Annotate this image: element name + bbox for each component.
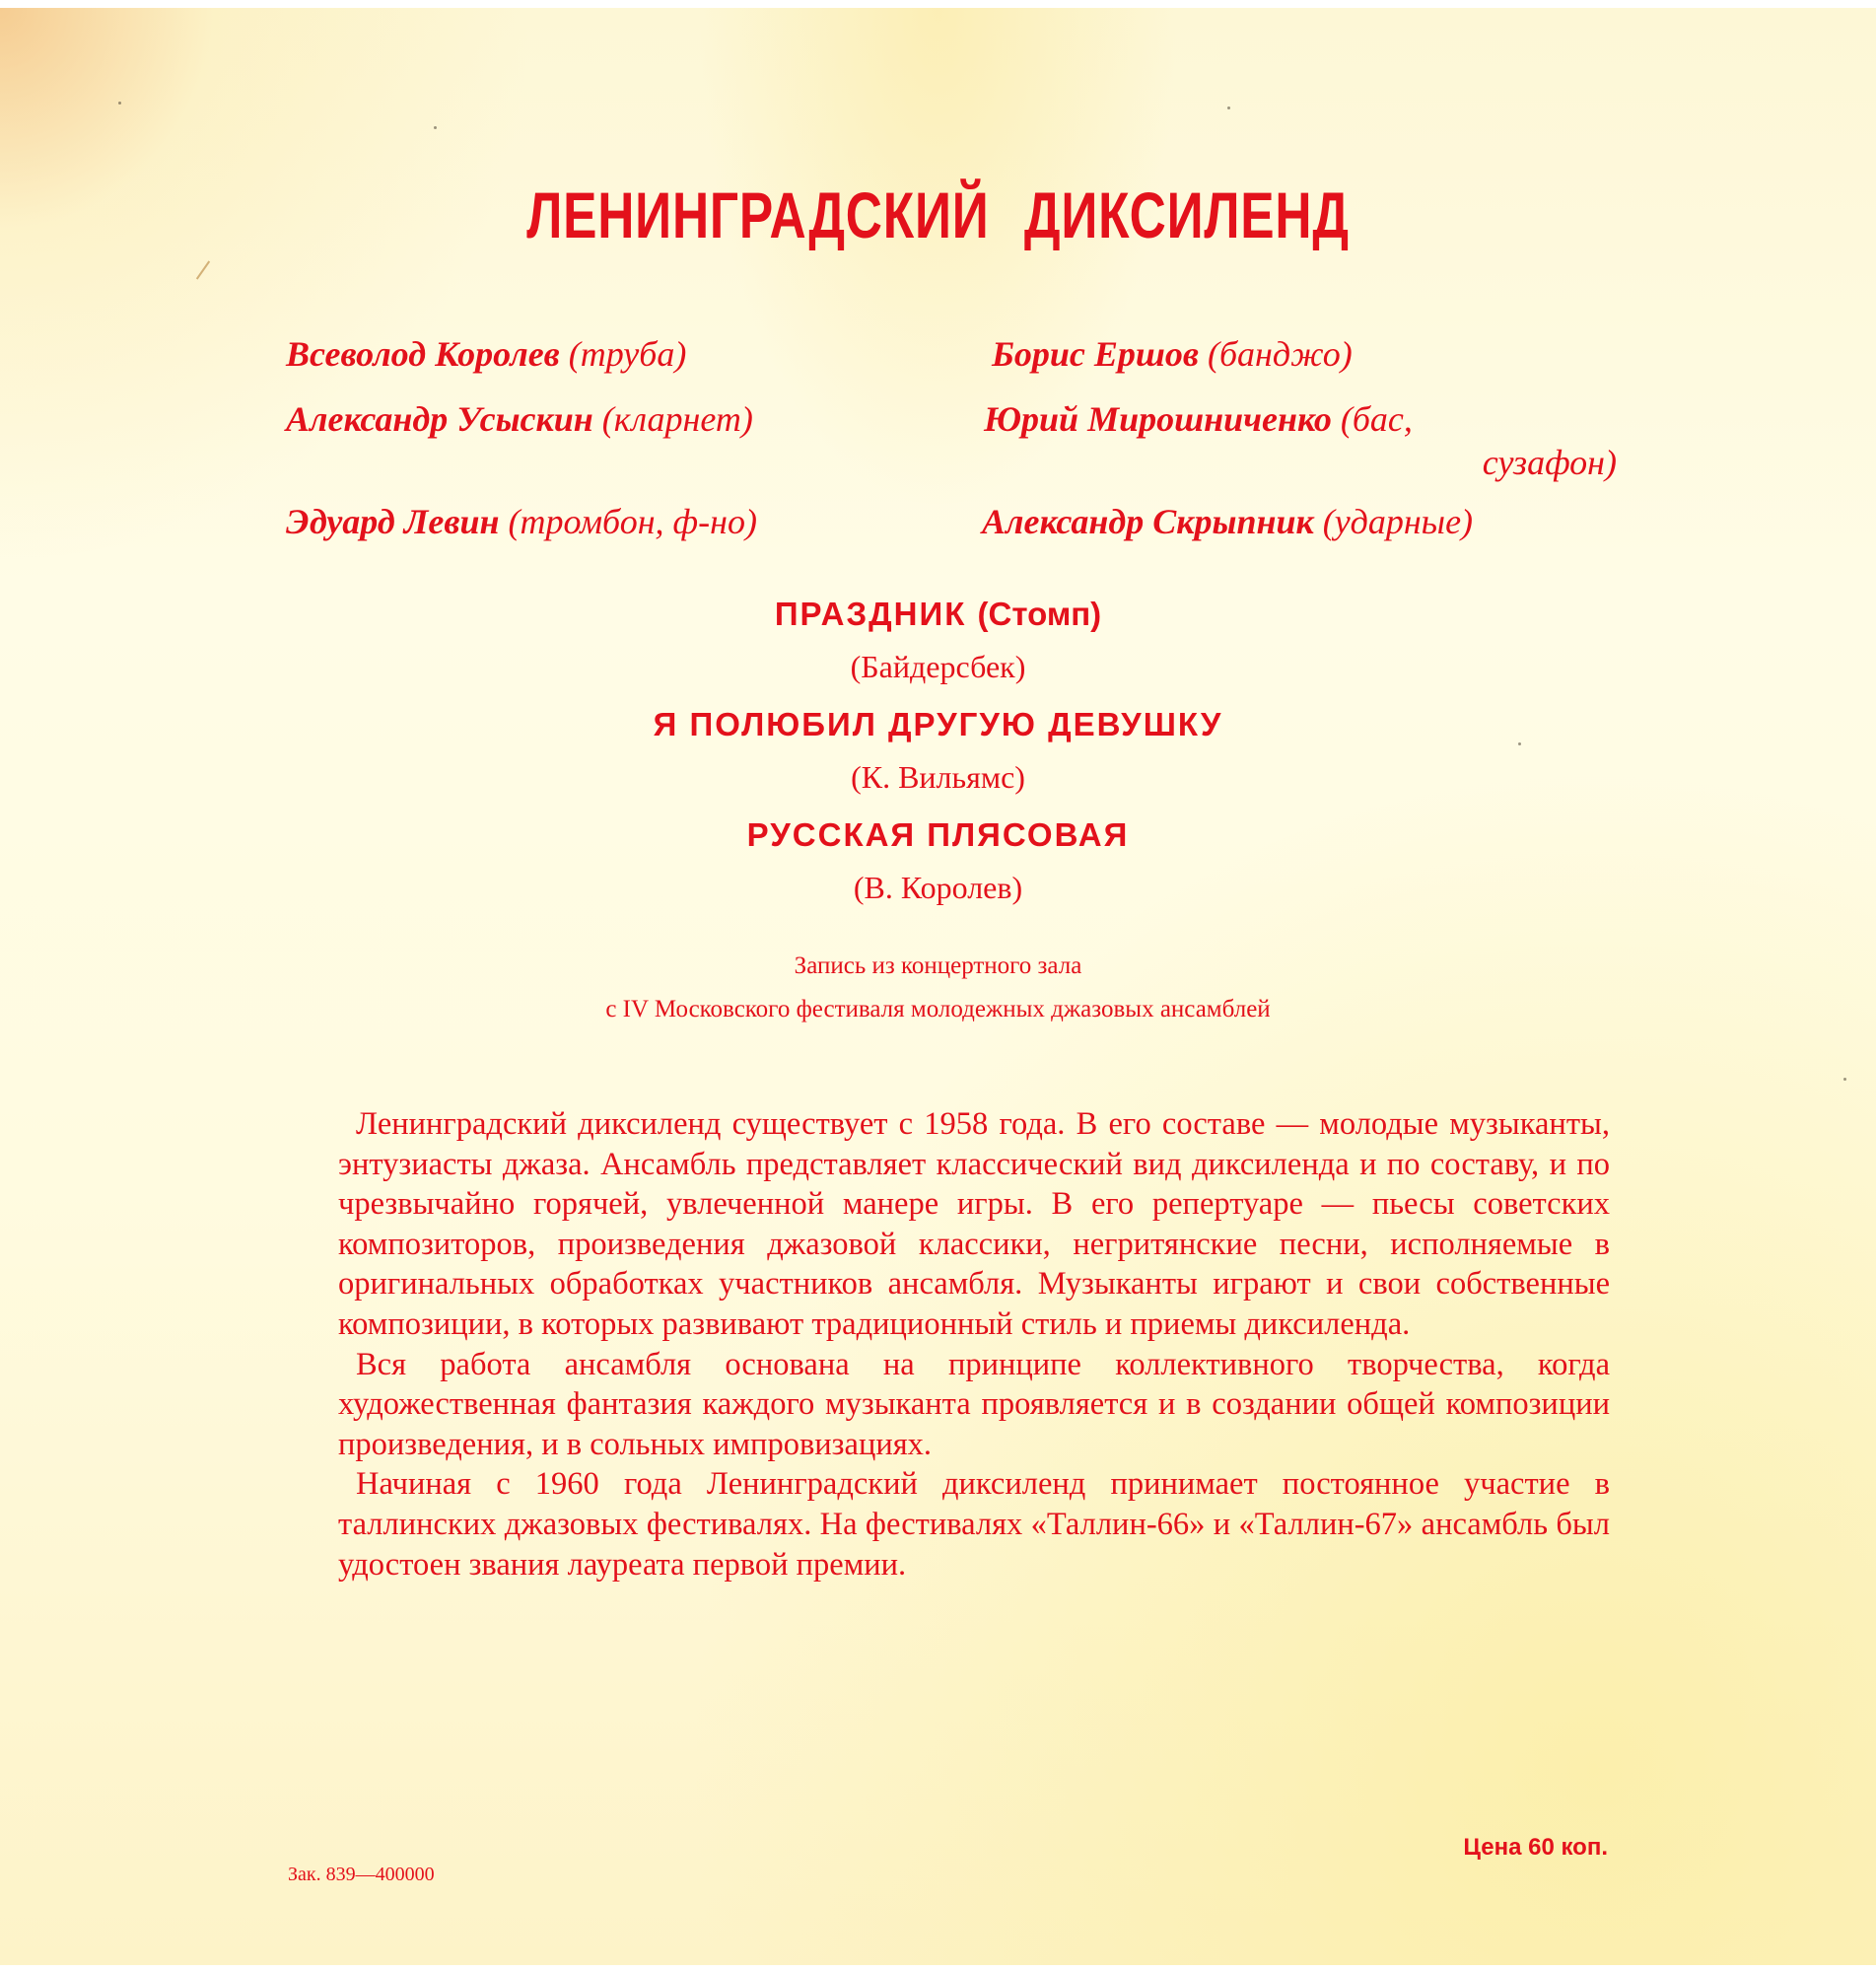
recording-line-1: Запись из концертного зала bbox=[794, 952, 1082, 979]
paper-speck bbox=[434, 126, 437, 129]
track-title bbox=[0, 590, 1876, 639]
member-role-continued: сузафон) bbox=[1482, 443, 1617, 482]
member-role: (бас, bbox=[1340, 399, 1413, 439]
track-name: РУССКАЯ ПЛЯСОВАЯ bbox=[746, 816, 1130, 853]
member-role: (банджо) bbox=[1207, 334, 1353, 374]
order-number: Зак. 839—400000 bbox=[288, 1864, 435, 1885]
band-members bbox=[286, 333, 1617, 560]
track-composer: (В. Королев) bbox=[853, 870, 1023, 905]
recording-line-2: с IV Московского фестиваля молодежных джазовых ансамблей bbox=[605, 996, 1271, 1022]
track-name: ПРАЗДНИК bbox=[774, 596, 967, 632]
member-role: (ударные) bbox=[1322, 502, 1474, 541]
member-name: Александр Скрыпник bbox=[982, 502, 1314, 541]
track-title bbox=[0, 810, 1876, 860]
member-banjo bbox=[992, 333, 1353, 375]
member-role: (тромбон, ф-но) bbox=[508, 502, 757, 541]
paper-speck bbox=[1227, 106, 1230, 109]
album-title: ЛЕНИНГРАДСКИЙ ДИКСИЛЕНД bbox=[526, 178, 1350, 251]
member-name: Всеволод Королев bbox=[286, 334, 560, 374]
recording-note bbox=[0, 945, 1876, 1031]
paper-speck bbox=[1843, 1078, 1846, 1081]
member-drums bbox=[982, 501, 1473, 542]
liner-paragraph: Вся работа ансамбля основана на принципе коллективного творчества, когда художественная фантазия каждого музыканта проявляется и в создании общей композиции произведения, и в сольных импровизациях. bbox=[338, 1346, 1610, 1462]
track-title bbox=[0, 700, 1876, 749]
member-name: Эдуард Левин bbox=[286, 502, 500, 541]
member-trumpet bbox=[286, 333, 686, 375]
paper-speck bbox=[118, 102, 121, 105]
paper-scratch bbox=[196, 260, 210, 279]
record-sleeve-page bbox=[0, 8, 1876, 1965]
liner-paragraph: Начиная с 1960 года Ленинградский диксиленд принимает постоянное участие в таллинских джазовых фестивалях. На фестивалях «Таллин-66» и «Таллин-67» ансамбль был удостоен звания лауреата первой премии. bbox=[338, 1466, 1610, 1583]
track-list bbox=[0, 590, 1876, 921]
member-role: (труба) bbox=[568, 334, 687, 374]
track-subtitle: (Стомп) bbox=[977, 596, 1102, 632]
member-role: (кларнет) bbox=[601, 399, 753, 439]
price-label: Цена 60 коп. bbox=[1463, 1834, 1608, 1861]
member-clarinet bbox=[286, 398, 753, 440]
member-bass bbox=[984, 398, 1617, 482]
track-composer: (Байдерсбек) bbox=[850, 649, 1026, 684]
liner-paragraph: Ленинградский диксиленд существует с 1958 года. В его составе — молодые музыканты, энтузиасты джаза. Ансамбль представляет классический вид диксиленда и по составу, и по чрезвычайно горячей, увлеченной манере игры. В его репертуаре — пьесы советских композиторов, произведения джазовой классики, негритянские песни, исполняемые в оригинальных обработках участников ансамбля. Музыканты играют и свои собственные композиции, в которых развивают традиционный стиль и приемы диксиленда. bbox=[338, 1106, 1610, 1342]
track-composer: (К. Вильямс) bbox=[851, 759, 1025, 795]
member-name: Александр Усыскин bbox=[286, 399, 593, 439]
member-trombone bbox=[286, 501, 757, 542]
member-name: Юрий Мирошниченко bbox=[984, 399, 1332, 439]
liner-notes bbox=[338, 1104, 1610, 1585]
track-name: Я ПОЛЮБИЛ ДРУГУЮ ДЕВУШКУ bbox=[653, 706, 1223, 742]
member-name: Борис Ершов bbox=[992, 334, 1199, 374]
